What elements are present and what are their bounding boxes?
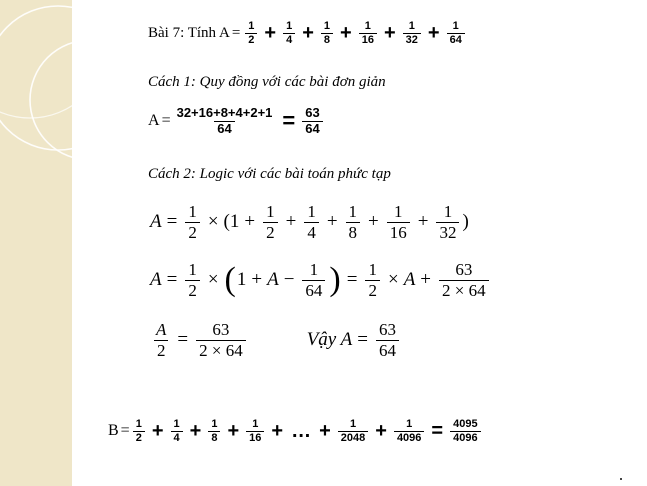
plus-sign: + — [319, 419, 331, 442]
plus-sign: + — [375, 419, 387, 442]
plus-sign: + — [264, 21, 277, 44]
line2-right-fraction — [439, 260, 489, 300]
plus-sign: + — [271, 419, 284, 442]
half-fraction — [365, 260, 380, 300]
half-fraction — [185, 202, 200, 242]
conclusion-label: Vậy A — [306, 329, 353, 351]
equals-sign: = — [282, 108, 296, 134]
conclusion-fraction — [376, 320, 399, 360]
plus-sign: + — [227, 419, 240, 442]
denominator: 64 — [447, 33, 465, 47]
ellipsis: … — [291, 419, 312, 442]
denominator: 2 × 64 — [439, 280, 489, 301]
denominator: 2 — [245, 33, 257, 47]
plus-sign: + — [368, 211, 379, 233]
numerator: 63 — [305, 105, 320, 120]
numerator: 1 — [348, 202, 358, 221]
inner-fraction — [387, 202, 410, 242]
denominator: 2 — [185, 222, 200, 243]
denominator: 4 — [171, 431, 183, 445]
numerator: 1 — [364, 20, 371, 32]
equals-sign: = — [166, 269, 178, 291]
numerator: 1 — [248, 20, 255, 32]
denominator: 2 — [185, 280, 200, 301]
numerator: 32+16+8+4+2+1 — [176, 105, 273, 120]
numerator: 1 — [368, 260, 377, 279]
numerator: 1 — [188, 260, 197, 279]
one: 1 — [236, 269, 247, 291]
denominator: 16 — [387, 222, 410, 243]
numerator: 63 — [455, 260, 473, 279]
equals-sign: = — [346, 269, 358, 291]
plus-sign: + — [383, 21, 396, 44]
numerator: 1 — [188, 202, 197, 221]
b-fraction-4096 — [394, 418, 424, 444]
b-fraction — [133, 418, 145, 444]
denominator: 32 — [436, 222, 459, 243]
close-paren: ) — [462, 211, 469, 233]
variable-a: A — [150, 211, 162, 233]
title-fraction — [245, 20, 257, 46]
plus-sign: + — [151, 419, 164, 442]
plus-sign: + — [326, 211, 338, 233]
denominator: 4 — [304, 222, 319, 243]
one: 1 — [229, 211, 240, 233]
denominator: 8 — [208, 431, 220, 445]
open-paren: ( — [224, 261, 236, 299]
numerator: 1 — [173, 418, 180, 430]
title-line — [148, 20, 468, 46]
numerator: 1 — [349, 418, 357, 430]
numerator: 1 — [211, 418, 218, 430]
title-fraction — [321, 20, 333, 46]
equals-sign: = — [166, 211, 178, 233]
open-paren: ( — [223, 211, 230, 233]
close-paren: ) — [329, 261, 341, 299]
line3-right-fraction — [196, 320, 246, 360]
denominator: 16 — [246, 431, 264, 445]
b-equation — [108, 418, 484, 444]
plus-sign: + — [420, 269, 432, 291]
method1-equation — [148, 106, 326, 137]
denominator: 2 — [263, 222, 278, 243]
numerator: 1 — [452, 20, 459, 32]
denominator: 64 — [302, 280, 325, 301]
decorative-circles — [0, 0, 120, 200]
inner-fraction — [436, 202, 459, 242]
equals-sign: = — [357, 329, 368, 351]
inner-fraction — [263, 202, 278, 242]
method2-line1 — [150, 202, 469, 242]
minus-sign: − — [283, 269, 295, 291]
times-sign: × — [387, 269, 399, 291]
plus-sign: + — [417, 211, 429, 233]
denominator: 64 — [376, 340, 399, 361]
denominator: 2048 — [338, 431, 368, 445]
method2-line3 — [150, 320, 402, 360]
b-label: B — [108, 422, 119, 440]
numerator: 1 — [309, 260, 319, 279]
inner-fraction — [346, 202, 361, 242]
denominator: 64 — [302, 121, 322, 137]
denominator: 4096 — [394, 431, 424, 445]
method1-fraction — [174, 106, 276, 137]
half-fraction — [185, 260, 200, 300]
denominator: 2 — [133, 431, 145, 445]
method1-result-fraction — [302, 106, 322, 137]
title-fraction — [283, 20, 295, 46]
b-fraction — [246, 418, 264, 444]
b-fraction — [171, 418, 183, 444]
plus-sign: + — [251, 269, 263, 291]
numerator: 1 — [408, 20, 415, 32]
numerator: 1 — [286, 20, 293, 32]
plus-sign: + — [189, 419, 202, 442]
equals-sign: = — [431, 419, 444, 442]
plus-sign: + — [244, 211, 256, 233]
numerator: 1 — [443, 202, 453, 221]
numerator: 1 — [406, 418, 413, 430]
denominator: 2 — [154, 340, 169, 361]
numerator: 1 — [252, 418, 259, 430]
title-label: Bài 7: Tính A — [148, 24, 230, 41]
numerator: 1 — [394, 202, 403, 221]
equals-sign: = — [231, 24, 241, 41]
denominator: 4096 — [450, 431, 480, 445]
equals-sign: = — [120, 422, 130, 440]
numerator: 1 — [323, 20, 331, 32]
numerator: 63 — [378, 320, 396, 339]
plus-sign: + — [340, 21, 352, 44]
variable-a: A — [267, 269, 279, 291]
method2-line2 — [150, 260, 492, 300]
line2-fraction — [302, 260, 325, 300]
denominator: 16 — [359, 33, 377, 47]
title-fraction — [359, 20, 377, 46]
numerator: 1 — [135, 418, 142, 430]
denominator: 8 — [321, 33, 333, 47]
numerator: 4095 — [453, 418, 478, 430]
method1-lhs: A — [148, 112, 160, 130]
title-fraction — [403, 20, 421, 46]
title-fraction — [447, 20, 465, 46]
b-fraction-2048 — [338, 418, 368, 444]
small-dot — [620, 478, 622, 480]
denominator: 64 — [214, 121, 234, 137]
a-over-2-fraction — [153, 320, 169, 360]
method1-heading: Cách 1: Quy đồng với các bài đơn giản — [148, 74, 386, 90]
numerator: 1 — [266, 202, 275, 221]
plus-sign: + — [427, 21, 440, 44]
numerator: A — [156, 320, 167, 339]
numerator: 63 — [212, 320, 230, 339]
numerator: 1 — [307, 202, 316, 221]
b-fraction — [208, 418, 220, 444]
denominator: 2 — [365, 280, 380, 301]
plus-sign: + — [285, 211, 297, 233]
denominator: 8 — [346, 222, 361, 243]
denominator: 32 — [403, 33, 421, 47]
variable-a: A — [150, 269, 162, 291]
equals-sign: = — [177, 329, 189, 351]
b-result-fraction — [450, 418, 480, 444]
denominator: 4 — [283, 33, 295, 47]
times-sign: × — [207, 269, 219, 291]
equals-sign: = — [161, 112, 171, 130]
method2-heading: Cách 2: Logic với các bài toán phức tạp — [148, 166, 391, 182]
times-sign: × — [207, 211, 219, 233]
plus-sign: + — [302, 21, 314, 44]
inner-fraction — [304, 202, 319, 242]
denominator: 2 × 64 — [196, 340, 246, 361]
variable-a: A — [403, 269, 416, 291]
